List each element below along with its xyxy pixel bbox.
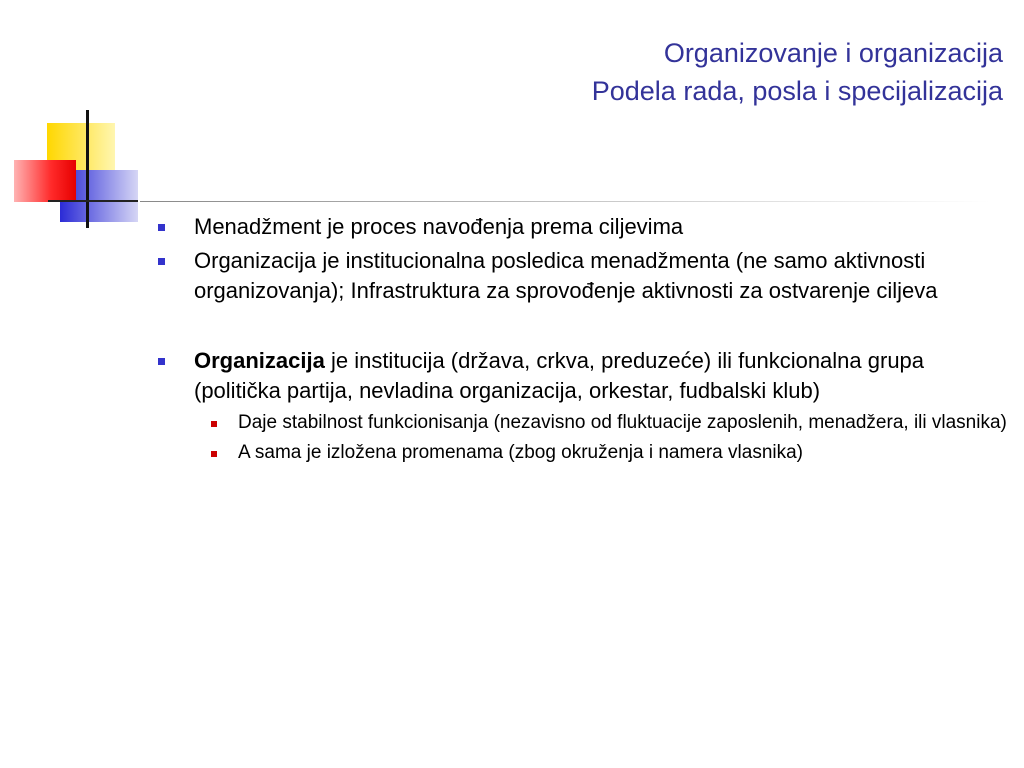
decor-vertical-line (86, 110, 89, 228)
slide-title (592, 34, 1003, 110)
bullet-text: je institucija (država, crkva, preduzeće) ili funkcionalna grupa (politička partija, nevladina organizacija, orkestar, fudbalski klub) (194, 348, 925, 403)
decor-red-square (14, 160, 76, 202)
bullet-bold-term: Organizacija (194, 348, 325, 373)
bullet-item (156, 346, 1016, 406)
sub-bullet-text: A sama je izložena promenama (zbog okruženja i namera vlasnika) (238, 442, 803, 463)
bullet-text: Menadžment je proces navođenja prema ciljevima (194, 214, 684, 239)
decor-horizontal-line (48, 200, 138, 202)
bullet-item (156, 246, 1016, 306)
sub-bullet-item (238, 410, 1016, 436)
decor-divider-line (140, 201, 990, 202)
sub-bullet-text: Daje stabilnost funkcionisanja (nezavisno od fluktuacije zaposlenih, menadžera, ili vlasnika) (238, 412, 1007, 433)
sub-bullet-item (238, 440, 1016, 466)
title-line-2: Podela rada, posla i specijalizacija (591, 76, 1003, 106)
title-line-1: Organizovanje i organizacija (663, 38, 1003, 68)
bullet-list (156, 212, 1016, 470)
bullet-text: Organizacija je institucionalna posledica menadžmenta (ne samo aktivnosti organizovanja); Infrastruktura za sprovođenje aktivnosti za ostvarenje ciljeva (194, 248, 938, 303)
bullet-item (156, 212, 1016, 242)
